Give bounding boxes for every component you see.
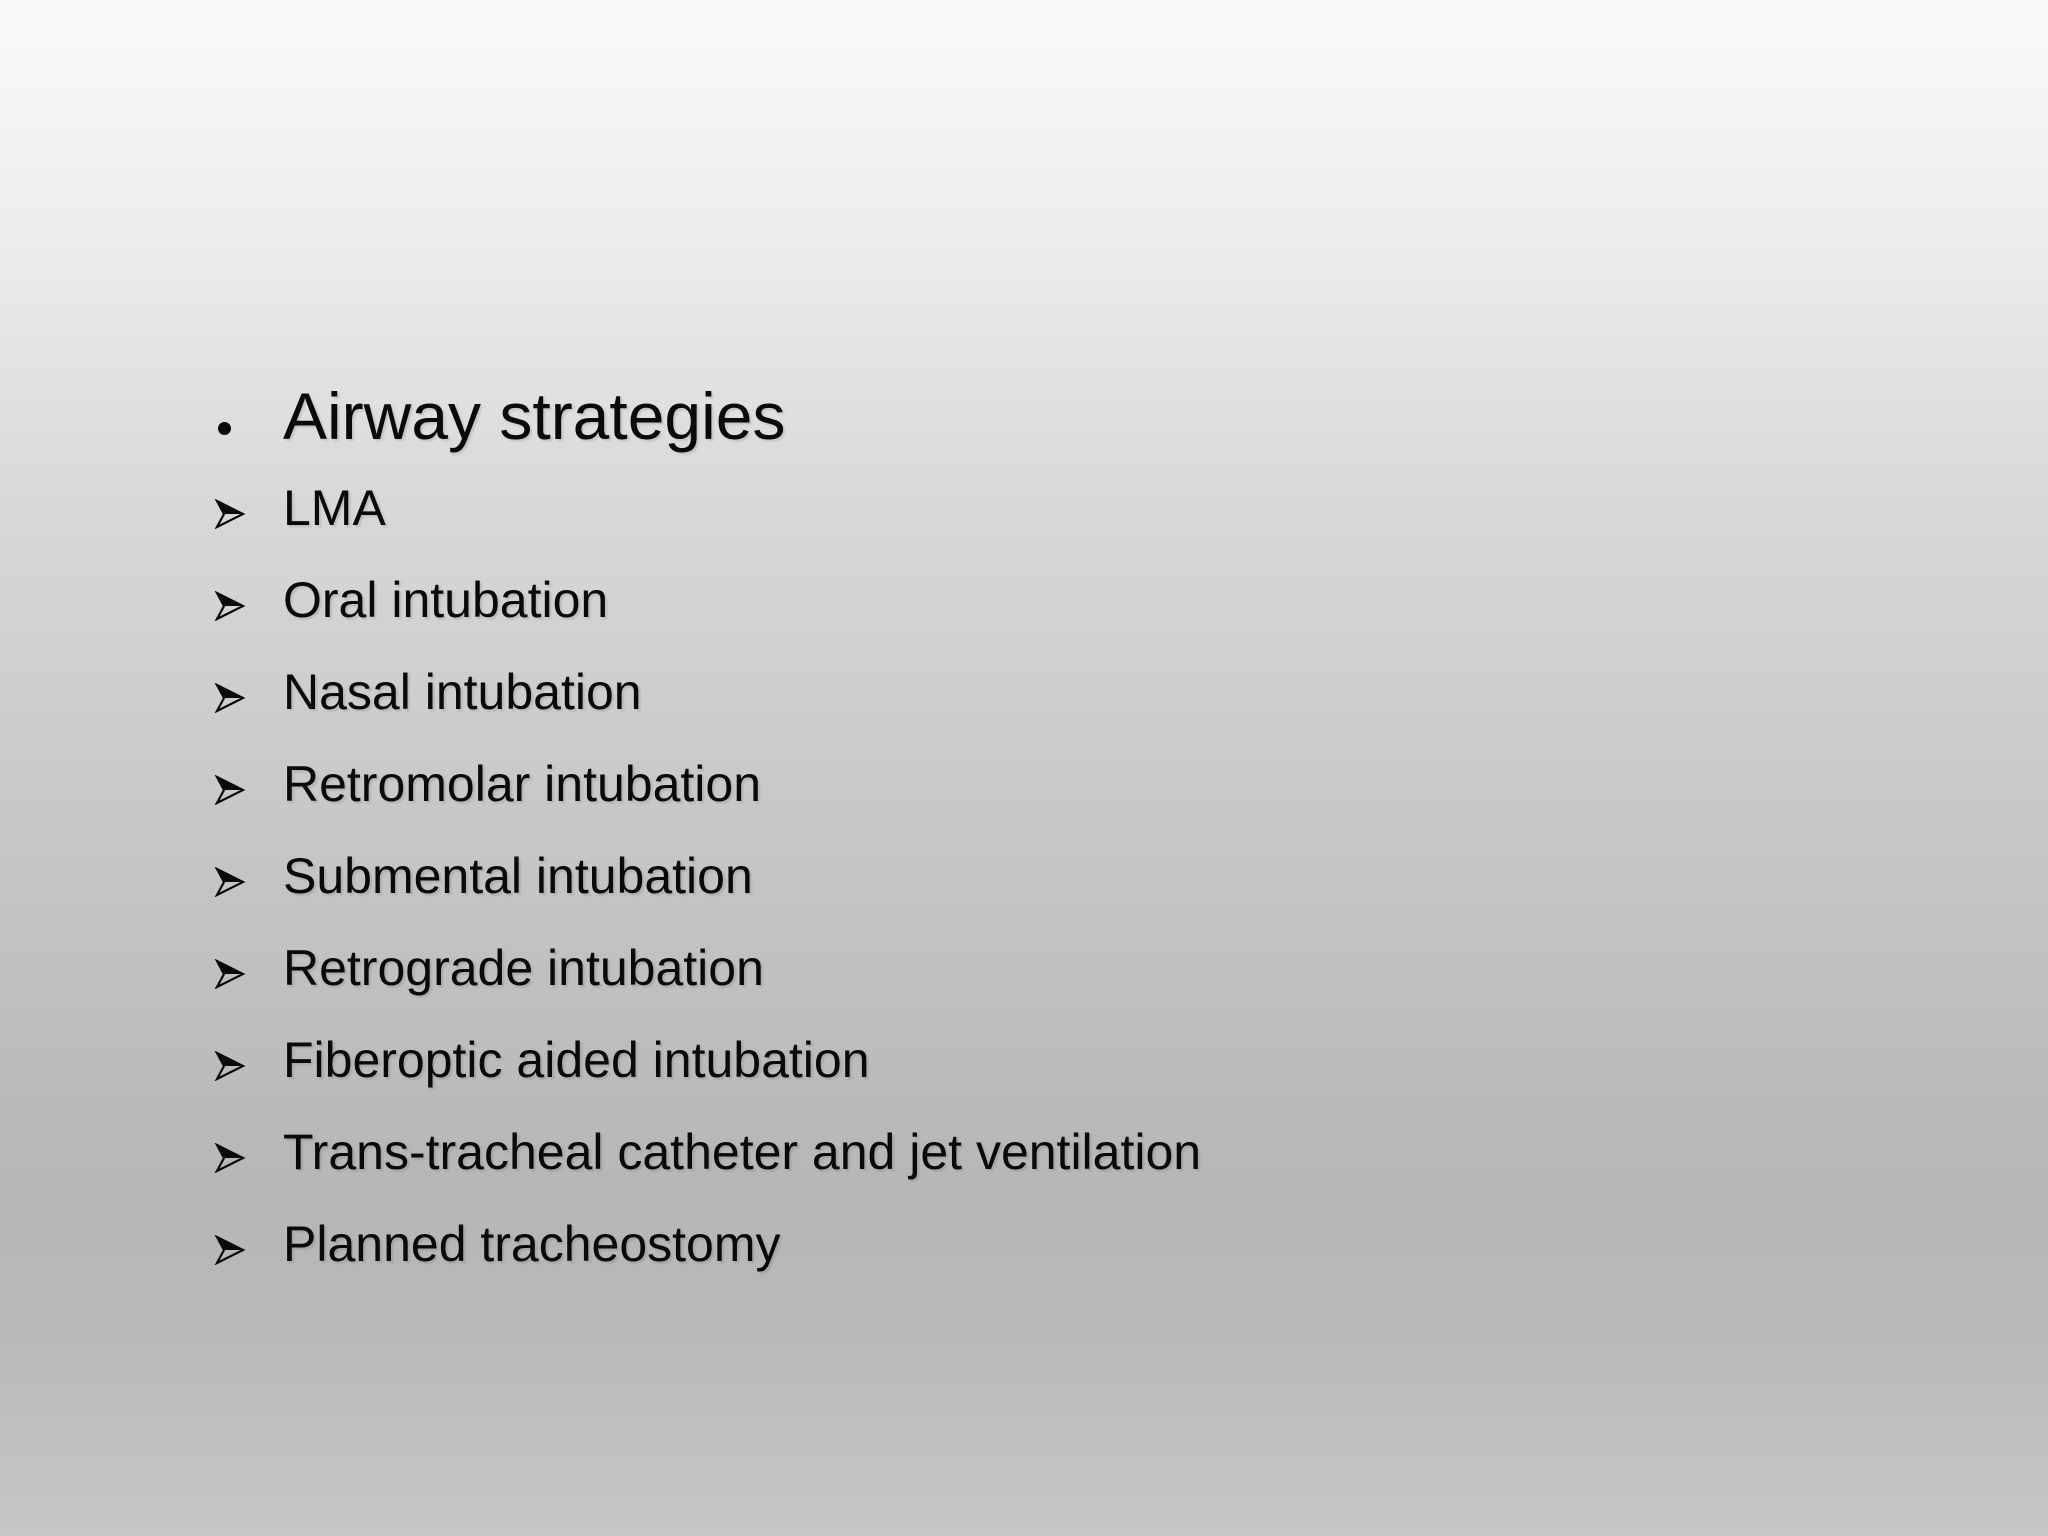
list-item — [208, 646, 1908, 738]
list-item-text: Submental intubation — [283, 848, 753, 904]
slide-heading: Airway strategies — [283, 379, 786, 453]
arrowhead-bullet-icon — [214, 959, 246, 989]
arrowhead-bullet-icon — [214, 867, 246, 897]
list-item-text: Oral intubation — [283, 572, 609, 628]
round-bullet-icon — [218, 422, 231, 435]
list-item-text: Retrograde intubation — [283, 940, 764, 996]
arrowhead-bullet-icon — [214, 591, 246, 621]
heading-row — [208, 370, 1908, 462]
arrowhead-bullet-icon — [214, 1235, 246, 1265]
list-item — [208, 830, 1908, 922]
list-item — [208, 554, 1908, 646]
list-item-text: Fiberoptic aided intubation — [283, 1032, 870, 1088]
arrowhead-bullet-icon — [214, 683, 246, 713]
list-item — [208, 1198, 1908, 1290]
list-item — [208, 462, 1908, 554]
list-item — [208, 922, 1908, 1014]
arrowhead-bullet-icon — [214, 1051, 246, 1081]
bullet-list — [208, 462, 1908, 1290]
list-item — [208, 1014, 1908, 1106]
list-item-text: Planned tracheostomy — [283, 1216, 781, 1272]
slide-content — [208, 370, 1908, 1290]
list-item-text: Trans-tracheal catheter and jet ventilation — [283, 1124, 1202, 1180]
list-item — [208, 1106, 1908, 1198]
list-item-text: Retromolar intubation — [283, 756, 762, 812]
list-item — [208, 738, 1908, 830]
arrowhead-bullet-icon — [214, 775, 246, 805]
list-item-text: Nasal intubation — [283, 664, 642, 720]
arrowhead-bullet-icon — [214, 1143, 246, 1173]
arrowhead-bullet-icon — [214, 499, 246, 529]
list-item-text: LMA — [283, 480, 386, 536]
